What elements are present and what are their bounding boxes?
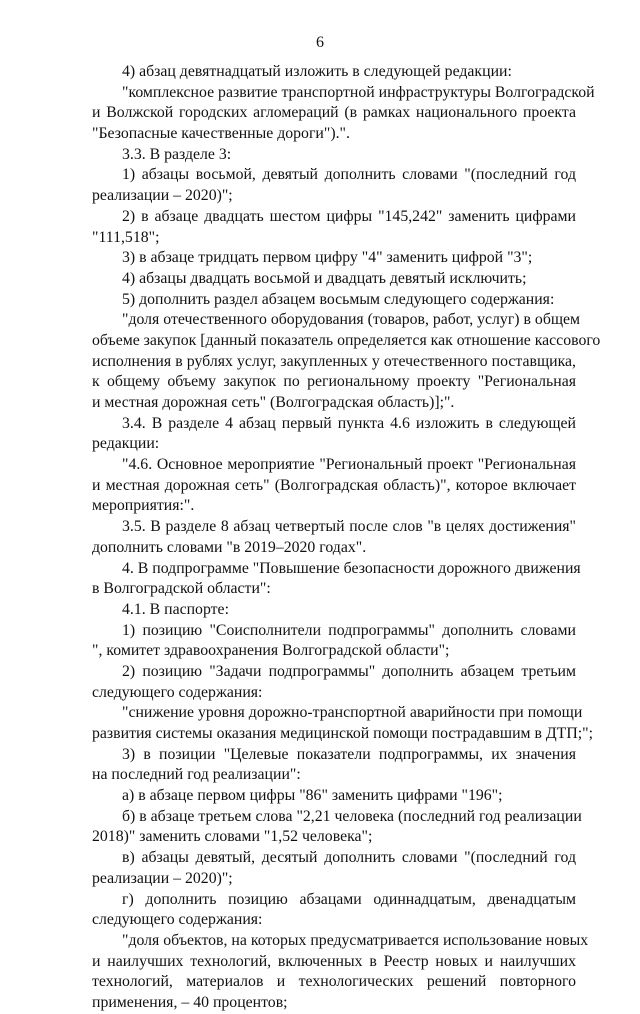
text-line: следующего содержания:	[92, 911, 263, 929]
text-line: "доля отечественного оборудования (товаров, работ, услуг) в общем	[122, 311, 581, 329]
text-line: 3) в позиции "Целевые показатели подпрограммы, их значения	[122, 745, 576, 763]
text-line: и Волжской городских агломераций (в рамках национального проекта	[92, 104, 576, 122]
text-line: реализации – 2020)";	[92, 869, 233, 887]
text-line: дополнить словами "в 2019–2020 годах".	[92, 538, 367, 556]
text-line: 4. В подпрограмме "Повышение безопасности дорожного движения	[122, 559, 581, 577]
text-line: 3.5. В разделе 8 абзац четвертый после слов "в целях достижения"	[122, 518, 576, 536]
text-line: в) абзацы девятый, десятый дополнить словами "(последний год	[122, 849, 576, 867]
text-line: 3.4. В разделе 4 абзац первый пункта 4.6 изложить в следующей	[122, 414, 576, 432]
text-line: г) дополнить позицию абзацами одиннадцатым, двенадцатым	[122, 890, 576, 908]
text-line: "111,518";	[92, 228, 160, 246]
text-line: 2) в абзаце двадцать шестом цифры "145,242" заменить цифрами	[122, 207, 576, 225]
text-line: 3.3. В разделе 3:	[122, 145, 232, 163]
text-line: реализации – 2020)";	[92, 187, 233, 205]
text-line: "4.6. Основное мероприятие "Региональный проект "Региональная	[122, 456, 576, 474]
text-line: "снижение уровня дорожно-транспортной аварийности при помощи	[122, 704, 583, 722]
text-line: и местная дорожная сеть" (Волгоградская область)", которое включает	[92, 476, 576, 494]
text-line: мероприятия:".	[92, 497, 195, 515]
text-line: 1) абзацы восьмой, девятый дополнить словами "(последний год	[122, 166, 576, 184]
text-line: 5) дополнить раздел абзацем восьмым следующего содержания:	[122, 290, 555, 308]
text-line: и местная дорожная сеть" (Волгоградская область)];".	[92, 394, 455, 411]
text-line: применения, – 40 процентов;	[92, 993, 288, 1011]
text-line: 2018)" заменить словами "1,52 человека";	[92, 828, 373, 846]
text-line: на последний год реализации":	[92, 766, 301, 784]
text-line: развития системы оказания медицинской помощи пострадавшим в ДТП;";	[92, 725, 593, 742]
text-line: редакции:	[92, 435, 160, 453]
text-line: "Безопасные качественные дороги").".	[92, 125, 350, 143]
text-line: 4.1. В паспорте:	[122, 600, 229, 618]
text-line: а) в абзаце первом цифры "86" заменить цифрами "196";	[122, 787, 503, 805]
text-line: к общему объему закупок по региональному проекту "Региональная	[92, 373, 576, 391]
text-line: объеме закупок [данный показатель определяется как отношение кассового	[92, 331, 601, 349]
text-line: 4) абзацы двадцать восьмой и двадцать девятый исключить;	[122, 269, 527, 287]
document-body	[92, 62, 601, 1014]
text-line: 4) абзац девятнадцатый изложить в следующей редакции:	[122, 63, 512, 80]
text-line: технологий, материалов и технологических решений повторного	[92, 973, 576, 991]
text-line: 1) позицию "Соисполнители подпрограммы" дополнить словами	[122, 621, 576, 639]
text-line: б) в абзаце третьем слова "2,21 человека (последний год реализации	[122, 807, 582, 825]
text-line: 2) позицию "Задачи подпрограммы" дополнить абзацем третьим	[122, 662, 576, 680]
text-line: ", комитет здравоохранения Волгоградской области";	[92, 642, 450, 660]
text-line: 3) в абзаце тридцать первом цифру "4" заменить цифрой "3";	[122, 249, 533, 267]
text-line: следующего содержания:	[92, 683, 263, 701]
text-line: "доля объектов, на которых предусматривается использование новых	[122, 931, 589, 949]
text-line: исполнения в рублях услуг, закупленных у отечественного поставщика,	[92, 352, 576, 370]
text-line: в Волгоградской области":	[92, 580, 271, 598]
page-number: 6	[316, 34, 324, 51]
text-line: и наилучших технологий, включенных в Реестр новых и наилучших	[92, 952, 576, 970]
text-line: "комплексное развитие транспортной инфраструктуры Волгоградской	[122, 83, 595, 101]
